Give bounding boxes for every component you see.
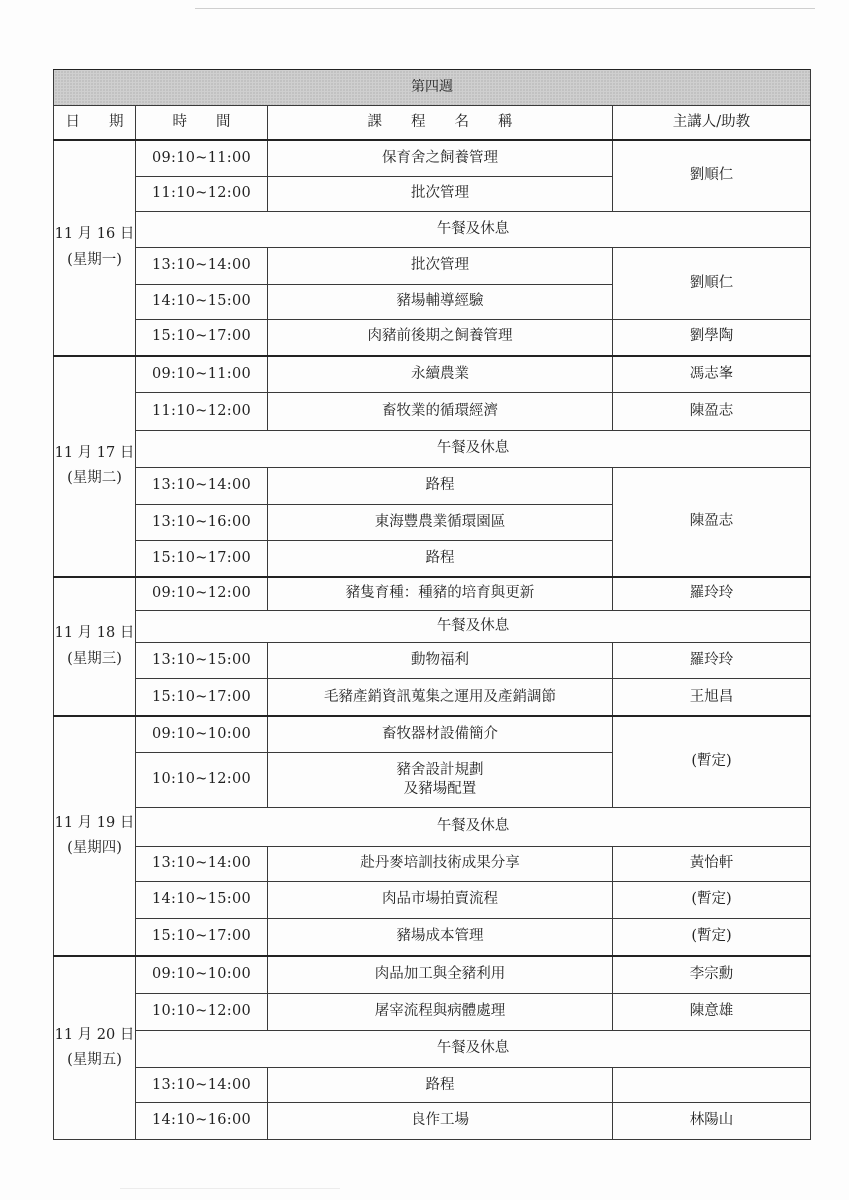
table-row (54, 467, 811, 504)
session-instructor: 林陽山 (613, 1103, 811, 1140)
session-course: 批次管理 (268, 248, 613, 284)
session-time: 11:10~12:00 (136, 393, 268, 430)
table-row (54, 846, 811, 881)
lunch-row (54, 1030, 811, 1067)
day-cell (54, 956, 136, 1140)
day-date: 11 月 18 日 (54, 625, 135, 642)
session-time: 14:10~15:00 (136, 881, 268, 918)
table-row (54, 356, 811, 393)
day-date: 11 月 16 日 (54, 226, 135, 243)
session-time: 15:10~17:00 (136, 319, 268, 355)
header-instructor: 主講人/助教 (613, 106, 811, 140)
lunch-break: 午餐及休息 (136, 1030, 811, 1067)
table-row (54, 577, 811, 610)
week-title: 第四週 (54, 70, 811, 106)
session-course: 保育舍之飼養管理 (268, 140, 613, 176)
day-weekday: (星期二) (67, 470, 122, 487)
day-date: 11 月 17 日 (54, 445, 135, 461)
header-row (54, 106, 811, 140)
session-instructor: 陳盈志 (613, 393, 811, 430)
table-row (54, 140, 811, 176)
table-row (54, 919, 811, 956)
table-row (54, 716, 811, 752)
session-time: 09:10~12:00 (136, 577, 268, 610)
day-weekday: (星期四) (67, 840, 122, 857)
session-instructor (613, 1068, 811, 1103)
day-cell (54, 140, 136, 356)
session-time: 15:10~17:00 (136, 541, 268, 577)
header-time: 時 間 (136, 106, 268, 140)
day-cell (54, 356, 136, 578)
session-instructor: (暫定) (613, 716, 811, 808)
session-course: 畜牧器材設備簡介 (268, 716, 613, 752)
session-time: 13:10~16:00 (136, 505, 268, 541)
session-instructor: 劉順仁 (613, 140, 811, 212)
session-instructor: (暫定) (613, 919, 811, 956)
lunch-break: 午餐及休息 (136, 610, 811, 642)
day-cell (54, 716, 136, 956)
session-course: 赴丹麥培訓技術成果分享 (268, 846, 613, 881)
session-time: 10:10~12:00 (136, 993, 268, 1030)
scan-top-rule (195, 8, 815, 9)
session-instructor: 李宗勳 (613, 956, 811, 993)
session-time: 11:10~12:00 (136, 176, 268, 211)
day-cell (54, 577, 136, 716)
session-time: 13:10~15:00 (136, 643, 268, 679)
table-row (54, 248, 811, 284)
session-course: 路程 (268, 467, 613, 504)
session-time: 13:10~14:00 (136, 846, 268, 881)
session-time: 13:10~14:00 (136, 248, 268, 284)
lunch-row (54, 212, 811, 248)
session-instructor: 王旭昌 (613, 679, 811, 716)
session-course: 屠宰流程與病體處理 (268, 993, 613, 1030)
session-time: 10:10~12:00 (136, 752, 268, 807)
session-course: 肉豬前後期之飼養管理 (268, 319, 613, 355)
session-time: 14:10~16:00 (136, 1103, 268, 1140)
session-time: 14:10~15:00 (136, 284, 268, 319)
day-date: 11 月 19 日 (54, 814, 135, 831)
lunch-break: 午餐及休息 (136, 808, 811, 846)
session-instructor: 羅玲玲 (613, 643, 811, 679)
table-row (54, 993, 811, 1030)
session-instructor: 劉學陶 (613, 319, 811, 355)
day-date: 11 月 20 日 (54, 1026, 135, 1043)
header-date: 日 期 (54, 106, 136, 140)
session-time: 09:10~10:00 (136, 716, 268, 752)
session-time: 15:10~17:00 (136, 919, 268, 956)
day-weekday: (星期一) (67, 251, 122, 268)
table-row (54, 956, 811, 993)
session-course: 豬場輔導經驗 (268, 284, 613, 319)
lunch-row (54, 808, 811, 846)
table-row (54, 1103, 811, 1140)
session-time: 09:10~11:00 (136, 140, 268, 176)
lunch-break: 午餐及休息 (136, 212, 811, 248)
session-course: 良作工場 (268, 1103, 613, 1140)
session-course (268, 752, 613, 807)
session-time: 09:10~10:00 (136, 956, 268, 993)
session-course: 豬場成本管理 (268, 919, 613, 956)
day-weekday: (星期三) (67, 650, 122, 667)
table-row (54, 679, 811, 716)
scan-artifact (120, 1188, 340, 1189)
session-time: 13:10~14:00 (136, 1068, 268, 1103)
session-course: 毛豬產銷資訊蒐集之運用及產銷調節 (268, 679, 613, 716)
session-instructor: 馮志峯 (613, 356, 811, 393)
lunch-break: 午餐及休息 (136, 430, 811, 467)
session-instructor: 劉順仁 (613, 248, 811, 320)
session-instructor: 陳意雄 (613, 993, 811, 1030)
lunch-row (54, 610, 811, 642)
session-course: 批次管理 (268, 176, 613, 211)
session-instructor: 陳盈志 (613, 467, 811, 577)
table-row (54, 881, 811, 918)
session-course-line: 及豬場配置 (403, 781, 477, 798)
session-course: 動物福利 (268, 643, 613, 679)
session-course-line: 豬舍設計規劃 (396, 761, 484, 778)
day-weekday: (星期五) (67, 1051, 122, 1068)
session-course: 肉品市場拍賣流程 (268, 881, 613, 918)
header-course: 課 程 名 稱 (268, 106, 613, 140)
session-course: 永續農業 (268, 356, 613, 393)
session-course: 畜牧業的循環經濟 (268, 393, 613, 430)
table-row (54, 319, 811, 355)
session-time: 15:10~17:00 (136, 679, 268, 716)
session-course: 路程 (268, 541, 613, 577)
session-instructor: 羅玲玲 (613, 577, 811, 610)
table-row (54, 393, 811, 430)
session-course: 東海豐農業循環園區 (268, 505, 613, 541)
session-course: 豬隻育種：種豬的培育與更新 (268, 577, 613, 610)
lunch-row (54, 430, 811, 467)
table-row (54, 1068, 811, 1103)
session-instructor: (暫定) (613, 881, 811, 918)
week-title-row (54, 70, 811, 106)
schedule-table (53, 69, 811, 1140)
session-course: 肉品加工與全豬利用 (268, 956, 613, 993)
table-row (54, 643, 811, 679)
session-time: 13:10~14:00 (136, 467, 268, 504)
session-time: 09:10~11:00 (136, 356, 268, 393)
session-instructor: 黃怡軒 (613, 846, 811, 881)
session-course: 路程 (268, 1068, 613, 1103)
